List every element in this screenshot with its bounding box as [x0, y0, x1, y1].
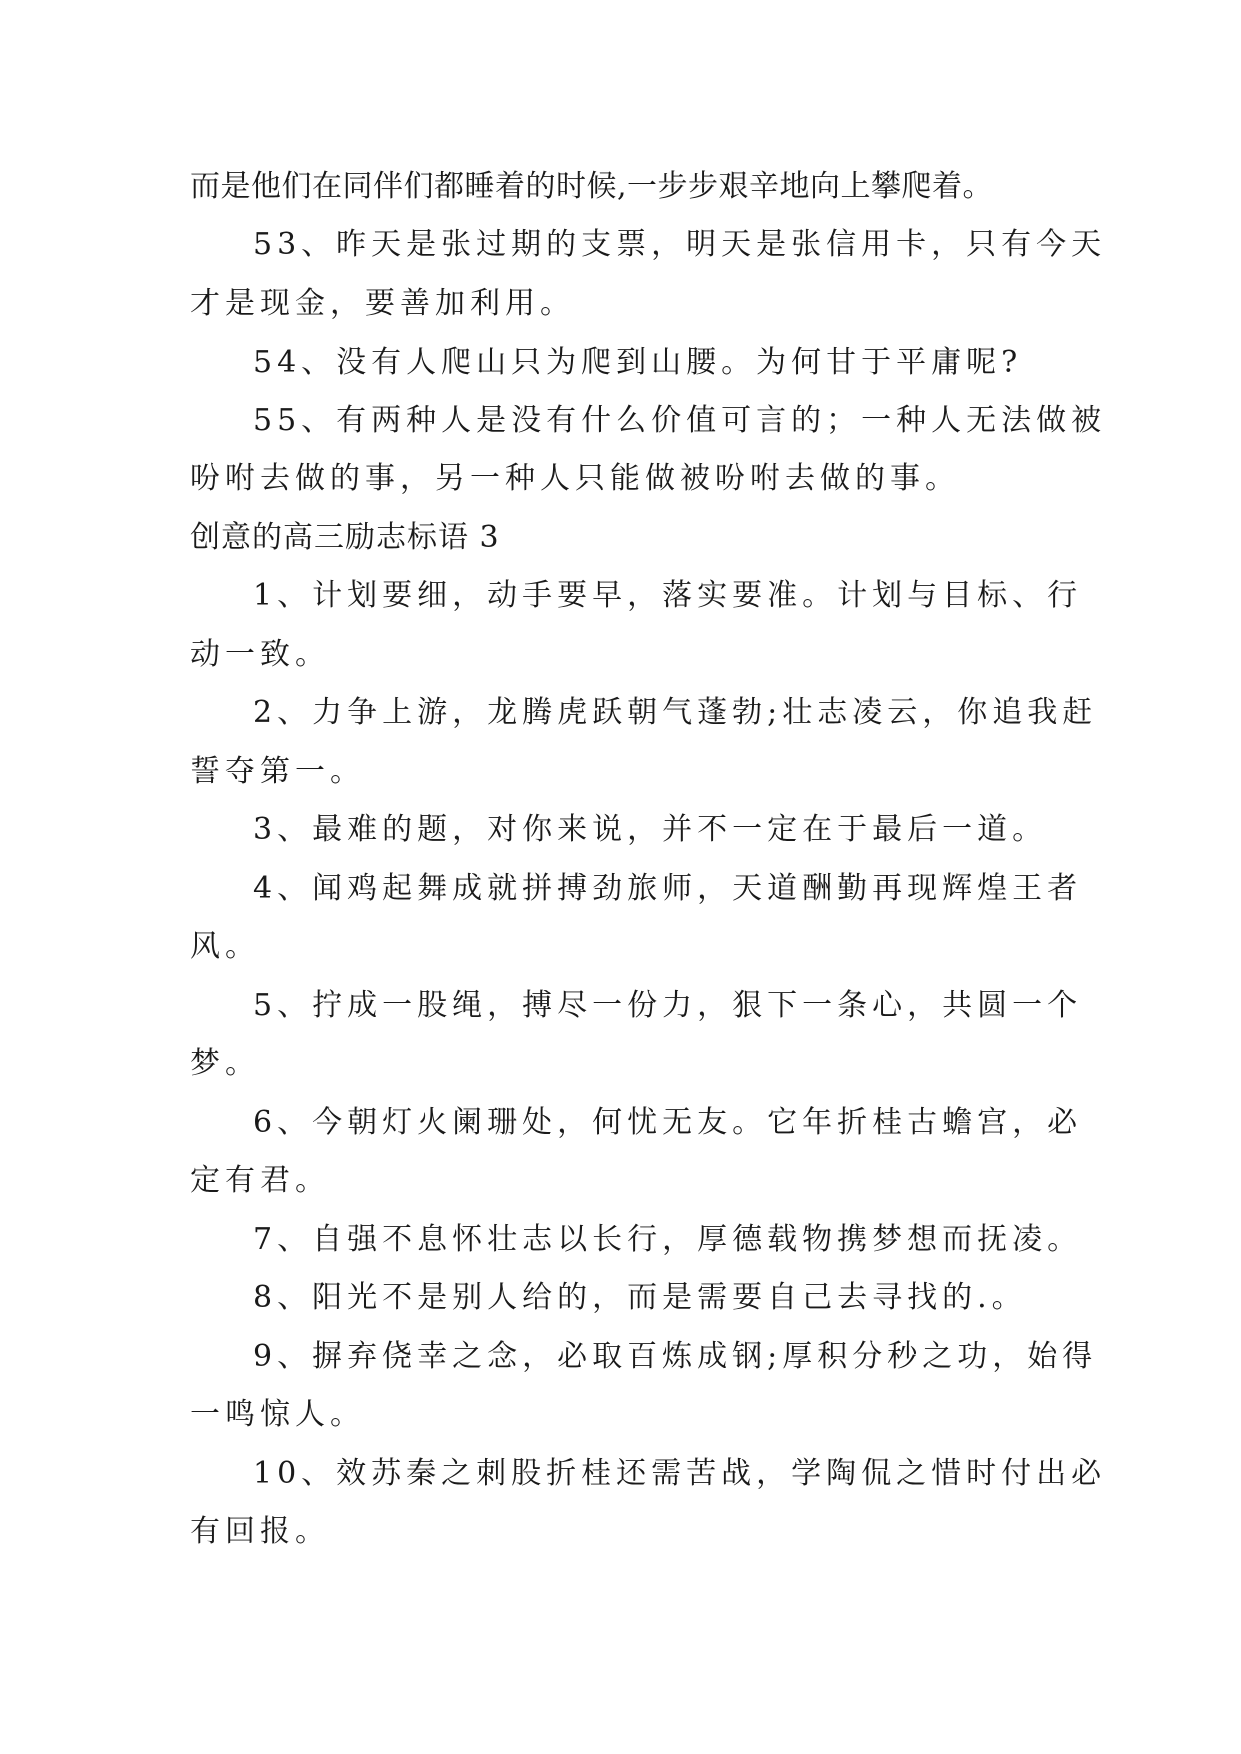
text-line: 55、有两种人是没有什么价值可言的；一种人无法做被	[253, 403, 1107, 438]
text-line: 7、自强不息怀壮志以长行，厚德载物携梦想而抚凌。	[253, 1222, 1083, 1257]
text-line: 8、阳光不是别人给的，而是需要自己去寻找的.。	[253, 1280, 1027, 1315]
text-line: 动一致。	[190, 637, 330, 672]
text-line: 风。	[190, 929, 260, 964]
text-line: 53、昨天是张过期的支票，明天是张信用卡，只有今天	[253, 227, 1107, 262]
text-line: 10、效苏秦之刺股折桂还需苦战，学陶侃之惜时付出必	[253, 1456, 1107, 1491]
text-line: 3、最难的题，对你来说，并不一定在于最后一道。	[253, 812, 1048, 847]
section-heading: 创意的高三励志标语 3	[190, 520, 500, 555]
text-line: 定有君。	[190, 1163, 330, 1198]
text-line: 4、闻鸡起舞成就拼搏劲旅师，天道酬勤再现辉煌王者	[253, 871, 1083, 906]
text-line: 5、拧成一股绳，搏尽一份力，狠下一条心，共圆一个	[253, 988, 1083, 1023]
text-line: 梦。	[190, 1046, 260, 1081]
text-line: 而是他们在同伴们都睡着的时候,一步步艰辛地向上攀爬着。	[190, 169, 994, 204]
text-line: 6、今朝灯火阑珊处，何忧无友。它年折桂古蟾宫，必	[253, 1105, 1083, 1140]
text-line: 誓夺第一。	[190, 754, 365, 789]
text-line: 有回报。	[190, 1514, 330, 1549]
text-line: 一鸣惊人。	[190, 1397, 365, 1432]
text-line: 9、摒弃侥幸之念，必取百炼成钢;厚积分秒之功，始得	[253, 1339, 1098, 1374]
text-line: 才是现金，要善加利用。	[190, 286, 575, 321]
text-line: 吩咐去做的事，另一种人只能做被吩咐去做的事。	[190, 461, 960, 496]
text-line: 2、力争上游，龙腾虎跃朝气蓬勃;壮志凌云，你追我赶	[253, 695, 1098, 730]
text-line: 1、计划要细，动手要早，落实要准。计划与目标、行	[253, 578, 1083, 613]
text-line: 54、没有人爬山只为爬到山腰。为何甘于平庸呢?	[253, 345, 1023, 380]
